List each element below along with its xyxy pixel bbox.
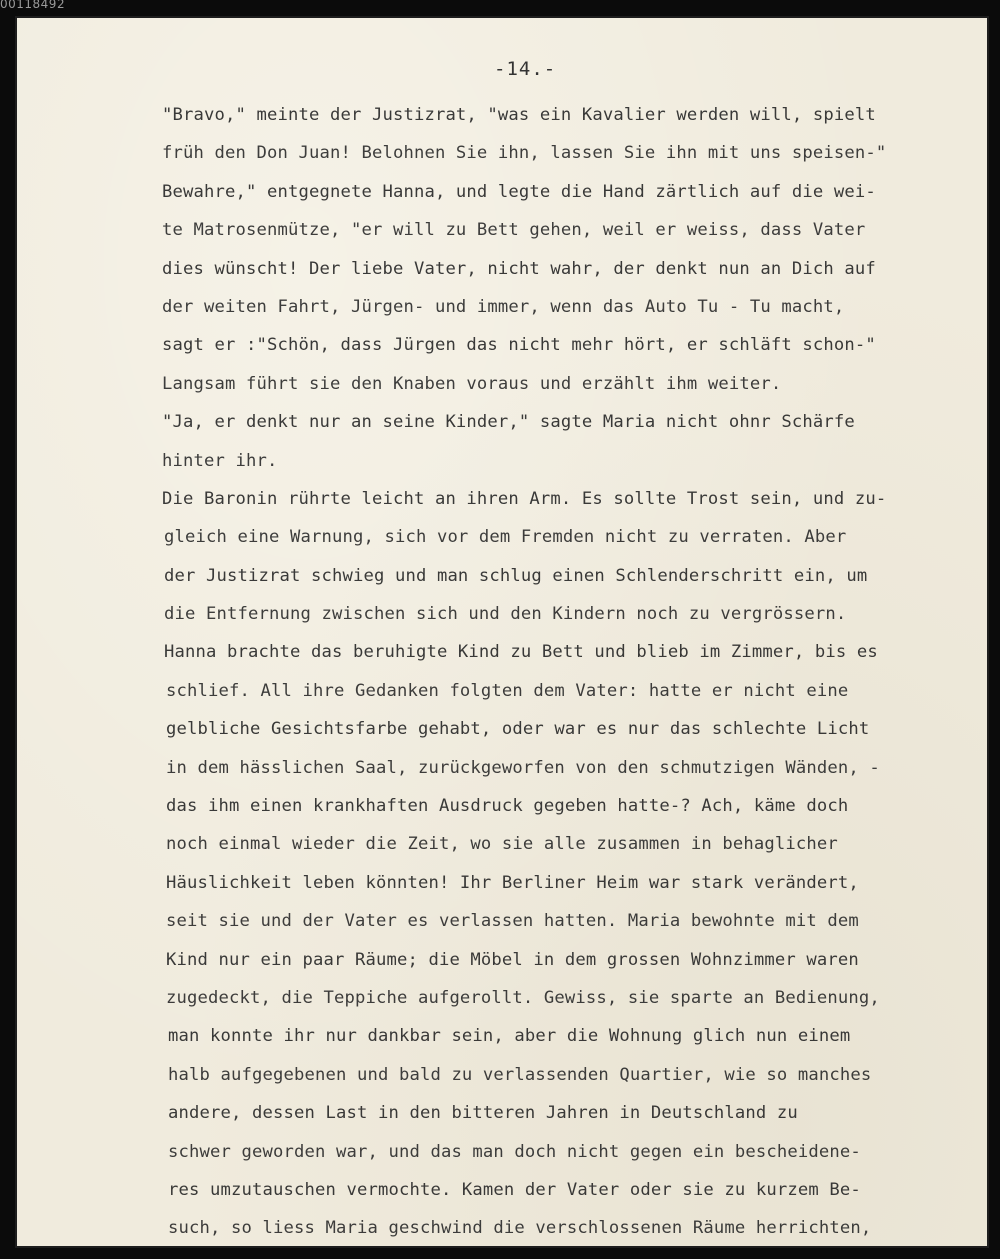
text-line: das ihm einen krankhaften Ausdruck gegeben hatte-? Ach, käme doch — [166, 796, 849, 817]
text-line: te Matrosenmütze, "er will zu Bett gehen, weil er weiss, dass Vater — [162, 220, 866, 241]
page-number: -14.- — [494, 58, 557, 80]
text-line: dies wünscht! Der liebe Vater, nicht wahr, der denkt nun an Dich auf — [162, 258, 876, 279]
text-line: "Bravo," meinte der Justizrat, "was ein Kavalier werden will, spielt — [162, 105, 876, 125]
text-line: Häuslichkeit leben könnten! Ihr Berliner Heim war stark verändert, — [166, 872, 859, 893]
text-line: schwer geworden war, und das man doch nicht gegen ein bescheidene- — [168, 1141, 861, 1162]
text-line: res umzutauschen vermochte. Kamen der Vater oder sie zu kurzem Be- — [168, 1179, 861, 1200]
text-line: such, so liess Maria geschwind die verschlossenen Räume herrichten, — [168, 1218, 872, 1239]
document-id: 00118492 — [0, 0, 66, 11]
text-line: sagt er :"Schön, dass Jürgen das nicht mehr hört, er schläft schon-" — [162, 335, 876, 356]
text-line: Bewahre," entgegnete Hanna, und legte die Hand zärtlich auf die wei- — [162, 181, 876, 202]
text-line: gelbliche Gesichtsfarbe gehabt, oder war es nur das schlechte Licht — [166, 719, 870, 740]
text-line: seit sie und der Vater es verlassen hatten. Maria bewohnte mit dem — [166, 911, 859, 932]
text-line: hinter ihr. — [162, 450, 278, 471]
text-line: noch einmal wieder die Zeit, wo sie alle zusammen in behaglicher — [166, 834, 838, 855]
text-line: früh den Don Juan! Belohnen Sie ihn, lassen Sie ihn mit uns speisen-" — [162, 143, 887, 164]
text-line: man konnte ihr nur dankbar sein, aber die Wohnung glich nun einem — [168, 1026, 851, 1047]
text-line: der Justizrat schwieg und man schlug einen Schlenderschritt ein, um — [164, 565, 868, 586]
text-line: gleich eine Warnung, sich vor dem Fremden nicht zu verraten. Aber — [164, 527, 847, 548]
typewritten-page — [15, 16, 989, 1248]
text-line: zugedeckt, die Teppiche aufgerollt. Gewiss, sie sparte an Bedienung, — [166, 987, 880, 1008]
text-line: der weiten Fahrt, Jürgen- und immer, wenn das Auto Tu - Tu macht, — [162, 296, 845, 317]
text-line: schlief. All ihre Gedanken folgten dem Vater: hatte er nicht eine — [166, 680, 849, 701]
text-line: Langsam führt sie den Knaben voraus und erzählt ihm weiter. — [162, 373, 782, 394]
text-line: Hanna brachte das beruhigte Kind zu Bett und blieb im Zimmer, bis es — [164, 642, 878, 663]
text-body — [162, 96, 942, 1248]
text-line: halb aufgegebenen und bald zu verlassenden Quartier, wie so manches — [168, 1064, 872, 1085]
text-line: die Entfernung zwischen sich und den Kindern noch zu vergrössern. — [164, 604, 847, 625]
text-line: in dem hässlichen Saal, zurückgeworfen von den schmutzigen Wänden, - — [166, 757, 880, 778]
text-line: Kind nur ein paar Räume; die Möbel in dem grossen Wohnzimmer waren — [166, 949, 859, 970]
text-line: Die Baronin rührte leicht an ihren Arm. Es sollte Trost sein, und zu- — [162, 488, 887, 509]
text-line: andere, dessen Last in den bitteren Jahren in Deutschland zu — [168, 1103, 798, 1124]
text-line: "Ja, er denkt nur an seine Kinder," sagte Maria nicht ohnr Schärfe — [162, 412, 855, 433]
